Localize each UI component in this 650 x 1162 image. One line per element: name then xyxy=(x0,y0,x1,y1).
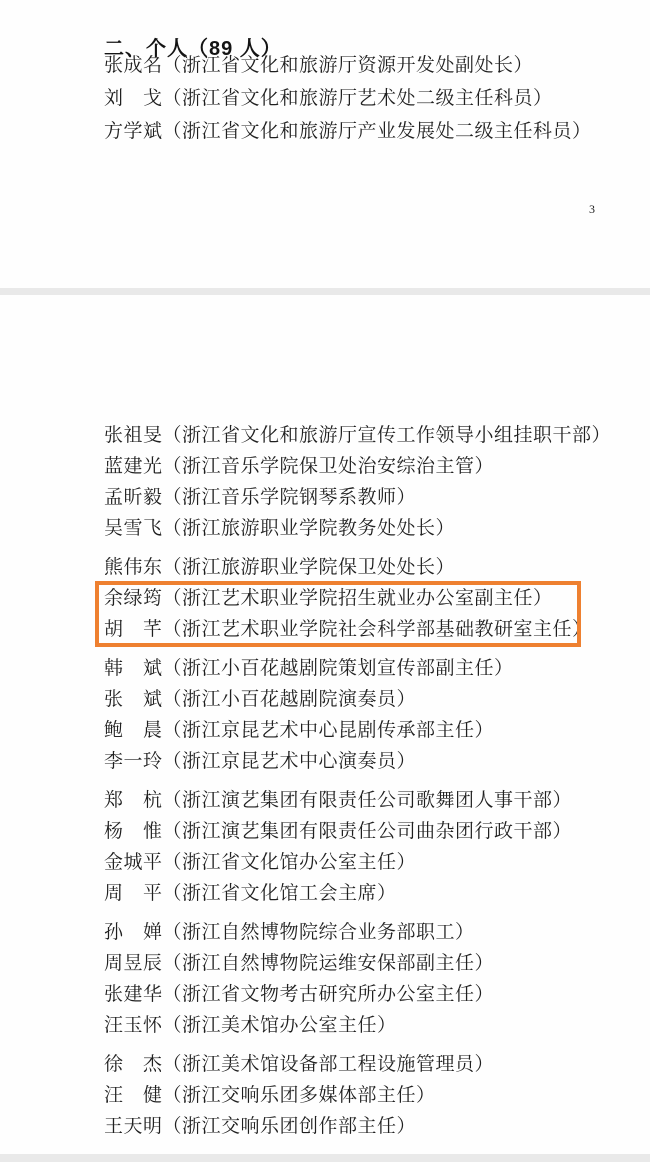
list-item: 孟昕毅（浙江音乐学院钢琴系教师） xyxy=(104,487,417,508)
section-heading: 二、个人（89 人） xyxy=(104,37,282,60)
page-number: 3 xyxy=(589,202,595,216)
list-item-highlighted: 胡 芊（浙江艺术职业学院社会科学部基础教研室主任） xyxy=(104,619,592,640)
list-item: 徐 杰（浙江美术馆设备部工程设施管理员） xyxy=(104,1054,495,1075)
person-list-page1 xyxy=(104,49,592,148)
page-2 xyxy=(0,295,650,1154)
list-item: 王天明（浙江交响乐团创作部主任） xyxy=(104,1116,417,1137)
list-item: 张成名（浙江省文化和旅游厅资源开发处副处长） xyxy=(104,55,534,76)
page-gap-divider xyxy=(0,1154,650,1162)
list-item: 熊伟东（浙江旅游职业学院保卫处处长） xyxy=(104,557,456,578)
list-item: 张 斌（浙江小百花越剧院演奏员） xyxy=(104,689,417,710)
list-item: 韩 斌（浙江小百花越剧院策划宣传部副主任） xyxy=(104,658,514,679)
list-item: 汪玉怀（浙江美术馆办公室主任） xyxy=(104,1015,397,1036)
list-item: 金城平（浙江省文化馆办公室主任） xyxy=(104,852,417,873)
list-item: 鲍 晨（浙江京昆艺术中心昆剧传承部主任） xyxy=(104,720,495,741)
list-item: 郑 杭（浙江演艺集团有限责任公司歌舞团人事干部） xyxy=(104,790,573,811)
highlighted-entries-group xyxy=(104,583,644,645)
list-item: 蓝建光（浙江音乐学院保卫处治安综治主管） xyxy=(104,456,495,477)
list-item: 张建华（浙江省文物考古研究所办公室主任） xyxy=(104,984,495,1005)
list-item-highlighted: 余绿筠（浙江艺术职业学院招生就业办公室副主任） xyxy=(104,588,553,609)
person-list-page2 xyxy=(104,420,644,1142)
list-item: 张祖旻（浙江省文化和旅游厅宣传工作领导小组挂职干部） xyxy=(104,425,612,446)
list-item: 方学斌（浙江省文化和旅游厅产业发展处二级主任科员） xyxy=(104,121,592,142)
page-gap-divider xyxy=(0,288,650,295)
list-item: 杨 惟（浙江演艺集团有限责任公司曲杂团行政干部） xyxy=(104,821,573,842)
list-item: 周 平（浙江省文化馆工会主席） xyxy=(104,883,397,904)
list-item: 吴雪飞（浙江旅游职业学院教务处处长） xyxy=(104,518,456,539)
page-1 xyxy=(0,0,650,288)
list-item: 刘 戈（浙江省文化和旅游厅艺术处二级主任科员） xyxy=(104,88,553,109)
list-item: 周昱辰（浙江自然博物院运维安保部副主任） xyxy=(104,953,495,974)
list-item: 李一玲（浙江京昆艺术中心演奏员） xyxy=(104,751,417,772)
list-item: 汪 健（浙江交响乐团多媒体部主任） xyxy=(104,1085,436,1106)
list-item: 孙 婵（浙江自然博物院综合业务部职工） xyxy=(104,922,475,943)
